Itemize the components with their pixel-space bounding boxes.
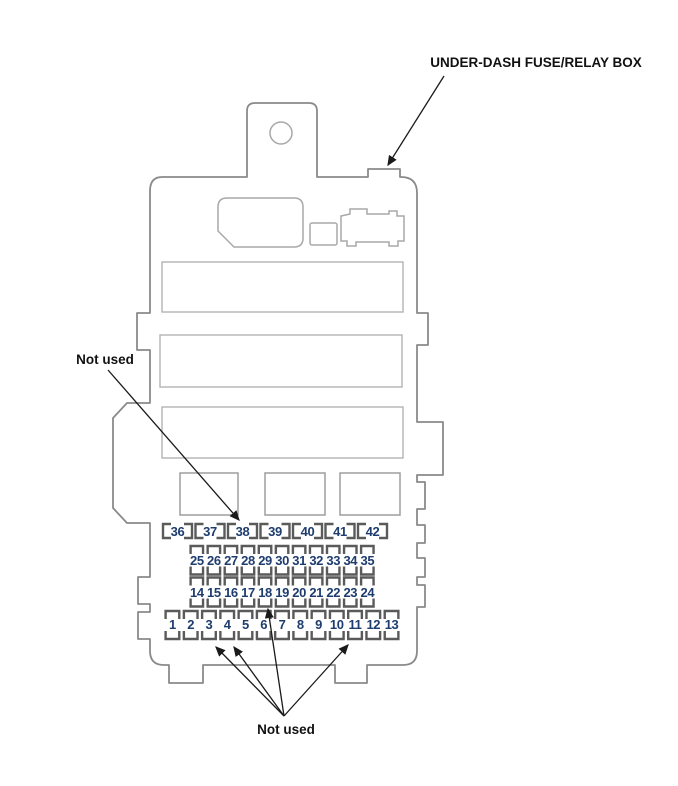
fuse-30 — [275, 546, 289, 575]
fuse-bracket-right — [249, 524, 257, 538]
box-title-label: UNDER-DASH FUSE/RELAY BOX — [430, 55, 642, 70]
fuse-number: 35 — [360, 553, 375, 568]
fuse-38 — [228, 524, 257, 539]
fuse-20 — [292, 578, 306, 607]
fuse-number: 8 — [296, 617, 304, 632]
fuse-number: 38 — [235, 523, 250, 539]
fuse-16 — [224, 578, 238, 607]
fuse-32 — [309, 546, 323, 575]
not-used-lower-label: Not used — [257, 722, 315, 737]
fuse-number: 9 — [315, 617, 322, 632]
fuse-number: 41 — [333, 523, 347, 539]
fuse-bracket-bottom — [220, 631, 234, 639]
fuse-number: 3 — [205, 617, 213, 632]
fuse-12 — [366, 611, 380, 639]
fuse-number: 36 — [170, 523, 185, 539]
fuse-35 — [360, 546, 374, 575]
fuse-15 — [207, 578, 221, 607]
fuse-number: 34 — [343, 553, 358, 568]
connector-bay-1 — [162, 262, 403, 312]
fuse-bracket-bottom — [239, 631, 253, 639]
arrow-not-used-to-fuse-4 — [234, 647, 284, 716]
fuse-number: 13 — [384, 617, 399, 632]
fuse-number: 37 — [203, 523, 217, 539]
fuse-19 — [275, 578, 289, 607]
fuse-number: 14 — [189, 585, 204, 600]
fuse-bracket-bottom — [348, 631, 362, 639]
fuse-number: 21 — [309, 585, 324, 600]
fuse-bracket-right — [282, 524, 290, 538]
fuse-number: 6 — [260, 617, 268, 632]
fuse-number: 18 — [258, 585, 272, 600]
fuse-number: 40 — [300, 523, 315, 539]
fuse-5 — [239, 611, 253, 639]
fuse-number: 39 — [268, 523, 282, 539]
fuse-number: 23 — [343, 585, 358, 600]
fuse-number: 32 — [309, 553, 324, 568]
fuse-2 — [184, 611, 198, 639]
fuse-bracket-right — [379, 524, 387, 538]
fuse-number: 30 — [275, 553, 289, 568]
fuse-23 — [343, 578, 357, 607]
fuse-17 — [241, 578, 255, 607]
fuse-number: 25 — [189, 553, 204, 568]
fuse-24 — [360, 578, 375, 607]
fuse-bracket-right — [347, 524, 355, 538]
fuse-number: 2 — [187, 617, 195, 632]
fuse-number: 29 — [258, 553, 272, 568]
fuse-number: 24 — [360, 585, 375, 600]
fuse-bracket-bottom — [184, 631, 198, 639]
fuse-number: 17 — [241, 585, 255, 600]
relay-block — [218, 198, 303, 247]
fuse-29 — [258, 546, 272, 575]
relay-socket-3 — [340, 473, 400, 515]
fuse-bracket-bottom — [293, 631, 307, 639]
fuse-number: 4 — [223, 617, 231, 632]
fuse-number: 5 — [242, 617, 249, 632]
fuse-4 — [220, 611, 234, 639]
fuse-number: 12 — [366, 617, 381, 632]
fuse-number: 1 — [169, 617, 176, 632]
fuse-28 — [241, 546, 255, 575]
arrow-not-used-to-fuse-11 — [284, 645, 348, 716]
fuse-40 — [293, 524, 322, 539]
fuse-33 — [326, 546, 340, 575]
fuse-bracket-right — [184, 524, 192, 538]
fuse-21 — [309, 578, 323, 607]
fuse-number: 33 — [326, 553, 341, 568]
fuse-36 — [163, 524, 192, 539]
mounting-hole — [270, 122, 292, 144]
fuse-bracket-bottom — [166, 631, 180, 639]
fuse-25 — [190, 546, 204, 575]
fuse-31 — [292, 546, 306, 575]
fuse-number: 11 — [348, 617, 362, 632]
fuse-1 — [166, 611, 180, 639]
fuse-13 — [385, 611, 399, 639]
fuse-14 — [190, 578, 205, 607]
fuse-bracket-bottom — [366, 631, 380, 639]
fuse-7 — [275, 611, 289, 639]
fuse-number: 10 — [329, 617, 344, 632]
connector-socket — [341, 209, 404, 246]
connector-bay-3 — [162, 407, 403, 458]
arrow-not-used-to-fuse-3 — [216, 647, 284, 716]
fuse-number: 16 — [224, 585, 238, 600]
fuse-bracket-right — [217, 524, 225, 538]
fuse-8 — [293, 611, 307, 639]
fuse-bracket-bottom — [275, 631, 289, 639]
fuse-10 — [330, 611, 344, 639]
fuse-26 — [207, 546, 221, 575]
fuse-bracket-bottom — [257, 631, 271, 639]
fuse-number: 26 — [207, 553, 221, 568]
arrow-title-to-box — [388, 76, 444, 165]
fuse-number: 42 — [365, 523, 380, 539]
fuse-number: 22 — [326, 585, 341, 600]
fuse-number: 27 — [224, 553, 238, 568]
fuse-27 — [224, 546, 238, 575]
fuse-bracket-bottom — [385, 631, 399, 639]
fuse-37 — [196, 524, 225, 539]
small-block — [310, 223, 337, 245]
fuse-39 — [261, 524, 290, 539]
not-used-upper-label: Not used — [76, 352, 134, 367]
fuse-22 — [326, 578, 340, 607]
fuse-bracket-bottom — [202, 631, 216, 639]
fuse-layer — [163, 524, 399, 639]
fuse-18 — [258, 578, 272, 607]
fuse-9 — [312, 611, 326, 639]
arrow-not-used-to-fuse-38 — [108, 370, 239, 520]
fuse-34 — [343, 546, 358, 575]
relay-socket-2 — [265, 473, 325, 515]
fuse-number: 7 — [278, 617, 286, 632]
fuse-bracket-right — [314, 524, 322, 538]
fuse-11 — [348, 611, 362, 639]
fuse-3 — [202, 611, 216, 639]
fuse-bracket-bottom — [330, 631, 344, 639]
fuse-number: 19 — [275, 585, 289, 600]
fuse-42 — [358, 524, 387, 539]
fuse-bracket-bottom — [312, 631, 326, 639]
fuse-number: 31 — [292, 553, 306, 568]
fuse-number: 20 — [292, 585, 306, 600]
fuse-41 — [326, 524, 355, 539]
fuse-number: 28 — [241, 553, 255, 568]
connector-bay-2 — [160, 335, 402, 387]
fuse-number: 15 — [207, 585, 221, 600]
